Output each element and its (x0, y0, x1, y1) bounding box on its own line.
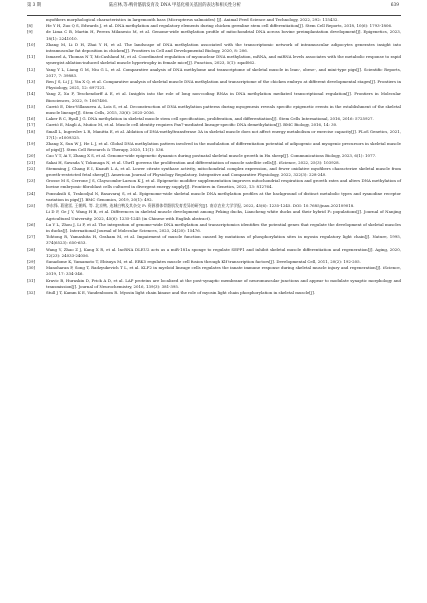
reference-text: Sakai H, Sawada Y, Tokunaga N, et al. Uhrf1 governs the proliferation and differentiation of muscle satellite cells[J]. iScience, 2022, 25(3): 103928. (46, 159, 340, 165)
reference-number: [17] (27, 122, 36, 128)
reference-text: Tohtong R, Yamashita H, Graham M, et al. Impairment of muscle function caused by mutations of phosphorylation sites in myosin regulatory light chain[J]. Nature, 1995, 374(6523): 650-653. (46, 234, 401, 246)
reference-number: [10] (27, 41, 36, 47)
reference-text: Li D F, Ge J Y, Wang H B, et al. Differences in skeletal muscle development among Peking ducks, Liancheng white ducks and their hybrid F₂ populations[J]. Journal of Nanjing Agricultural University, 2022, 45(6): 1235-1245 (in Chinese with English abstract). (46, 209, 401, 221)
reference-number: [29] (27, 258, 36, 264)
reference-number: [14] (27, 91, 36, 97)
reference-number: [32] (27, 289, 36, 295)
reference-text: de Lima C B, Martin H, Perera Milanesio M, et al. Genome-wide methylation profile of mitochondrial DNA across bovine preimplantation development[J]. Epigenetics, 2023, 18(1): 2241010. (46, 29, 401, 41)
reference-text: Ismaeel A, Thomas N T, McCashland M, et al. Coordinated regulation of myonuclear DNA methylation, mRNA, and miRNA levels associates with the metabolic response to rapid synergist ablation-induced skeletal muscle hypertrophy in female mice[J]. Function, 2023, 5(1): zqad062. (46, 54, 401, 66)
reference-item (27, 290, 401, 296)
reference-number: [13] (27, 79, 36, 85)
reference-number: [9] (27, 29, 33, 35)
reference-item (27, 141, 401, 153)
reference-number: [8] (27, 23, 33, 29)
reference-number: [22] (27, 165, 36, 171)
reference-number: [28] (27, 246, 36, 252)
reference-text: Wang Y, Zhao Z J, Kang X R, et al. lncRNA DLEU2 acts as a miR-181a sponge to regulate SEPP1 and inhibit skeletal muscle differentiation and regeneration[J]. Aging, 2020, 12(23): 24033-24056. (46, 246, 401, 258)
reference-text: Ren J S, Li J J, Yin X Q, et al. Comparative analysis of skeletal muscle DNA methylation and transcriptome of the chicken embryo at different developmental stages[J]. Frontiers in Physiology, 2021, 12: 697121. (46, 79, 401, 91)
reference-item (27, 129, 401, 141)
reference-item (27, 278, 401, 290)
reference-text: He Y H, Zuo Q S, Edwards J, et al. DNA methylation and regulatory elements during chicken germline stem cell differentiation[J]. Stem Cell Reports, 2018, 10(6): 1793-1806. (46, 23, 393, 29)
reference-number: [11] (27, 54, 36, 60)
reference-item (27, 247, 401, 259)
reference-number: [31] (27, 277, 36, 283)
reference-number: [18] (27, 128, 36, 134)
issue-number: 第 3 期 (27, 3, 42, 8)
reference-item (27, 104, 401, 116)
reference-text: Cao Y T, Ai Y, Zhang X S, et al. Genome-wide epigenetic dynamics during postnatal skeletal muscle growth in Hu sheep[J]. Communications Biology, 2023, 6(1): 1077. (46, 153, 377, 159)
reference-item (27, 91, 401, 103)
page-number: 639 (390, 3, 399, 8)
reference-number: [21] (27, 159, 36, 165)
reference-text: Grosse M S, Cerrone J S, Clayscombe-Larson K J, et al. Epigenetic modifier supplementation improves mitochondrial respiration and growth rates and alters DNA methylation of bovine embryonic fibroblast cells cultured in divergent energy supply[J]. Frontiers in Genetics, 2022, 13: 812764. (46, 178, 401, 190)
reference-number: [30] (27, 265, 36, 271)
reference-number: [20] (27, 153, 36, 159)
reference-text: Carrió E, Díez-Villanueva A, Lois S, et al. Deconstruction of DNA methylation patterns during myogenesis reveals specific epigenetic events in the establishment of the skeletal muscle lineage[J]. Stem Cells, 2015, 33(6): 2025-2036. (46, 103, 401, 116)
reference-text: Kravic B, Huraskin D, Frick A D, et al. LAP proteins are localized at the post-synaptic membrane of neuromuscular junctions and appear to modulate synaptic morphology and transmission[J]. Journal of Neurochemistry, 2016, 139(3): 381-395. (46, 277, 401, 289)
reference-text: 李东锋, 葛建雷, 王朝辉, 等. 北京鸭, 连城白鸭及其杂交 F₂ 资源群体骨骼肌发育差异的研究[J]. 南京农业大学学报, 2022, 45(6): 1235-1245. DOI: 10.7685/jnau.202109018. (46, 203, 355, 209)
running-title: 陆应林,等:鸭骨骼肌发育及 DNA 甲基化相关基因的表达和相关性分析 (109, 3, 241, 8)
reference-number: [16] (27, 116, 36, 122)
reference-number: [27] (27, 234, 36, 240)
reference-text: Zhang M, Li D H, Zhai Y H, et al. The landscape of DNA methylation associated with the transcriptomic network of intramuscular adipocytes generates insight into intramuscular fat deposition in chicken[J]. Frontiers in Cell and Developmental Biology, 2020, 8: 206. (46, 41, 401, 54)
reference-text: Laker R C, Ryall J G. DNA methylation in skeletal muscle stem cell specification, proliferation, and differentiation[J]. Stem Cells International, 2016, 2016: 5725927. (46, 116, 374, 122)
reference-item (27, 79, 401, 91)
reference-text: Zhang X, Sun W J, He L J, et al. Global DNA methylation pattern involved in the modulation of differentiation potential of adipogenic and myogenic precursors in skeletal muscle of pigs[J]. Stem Cell Research & Therapy, 2020, 11(1): 536. (46, 141, 401, 153)
reference-text: Stemming J, Chang E I, Knauft L A, et al. Lower citrate synthase activity, mitochondrial complex expression, and fewer oxidative myofibers characterize skeletal muscle from growth-restricted fetal sheep[J]. American Journal of Physiology Regulatory, Integrative and Comparative Physiology, 2022, 322(3): 228-240. (46, 165, 401, 178)
reference-text: Yang Z, Xu F, Teschendorff A E, et al. Insights into the role of long non-coding RNAs in DNA methylation mediated transcriptional regulation[J]. Frontiers in Molecular Biosciences, 2022, 9: 1067406. (46, 91, 401, 103)
reference-number: [15] (27, 103, 36, 109)
reference-text: Stull J T, Kamm K E, Vandenboom R. Myosin light chain kinase and the role of myosin light chain phosphorylation in skeletal muscle[J]. (46, 289, 316, 295)
reference-text: Sunadome K, Yamamoto T, Ebisuya M, et al. ERK5 regulates muscle cell fusion through Klf transcription factors[J]. Developmental Cell, 2011, 20(2): 192-205. (46, 258, 361, 264)
reference-item (27, 265, 401, 277)
reference-text: Lu Y L, Zhou J, Li F, et al. The integration of genome-wide DNA methylation and transcriptomics identifies the potential genes that regulate the development of skeletal muscles in ducks[J]. International Journal of Molecular Sciences, 2023, 24(20): 15476. (46, 221, 401, 233)
reference-item (27, 178, 401, 190)
reference-number: [24] (27, 190, 36, 196)
reference-item (27, 29, 401, 41)
reference-number: [12] (27, 66, 36, 72)
reference-text: Manoharan P, Song T, Radzyukevich T L, et al. KLF2 in myeloid lineage cells regulates the innate immune response during skeletal muscle injury and regeneration[J]. iScience, 2019, 17: 334-346. (46, 265, 401, 277)
reference-text: Small L, Ingerslev L R, Manitta E, et al. Ablation of DNA-methyltransferase 3A in skeletal muscle does not affect energy metabolism or exercise capacity[J]. PLoS Genetics, 2021, 17(1): e1009325. (46, 128, 401, 140)
reference-text: Carrió E, Magli A, Muñoz M, et al. Muscle cell identity requires Pax7-mediated lineage-specific DNA demethylation[J]. BMC Biology, 2016, 14: 30. (46, 122, 338, 128)
running-header (27, 0, 401, 16)
reference-item (27, 191, 401, 203)
reference-item (27, 166, 401, 178)
reference-text: Ponsuksili S, Trakooljul N, Basavaraj S, et al. Epigenome-wide skeletal muscle DNA methylation profiles at the background of distinct metabolic types and ryanodine receptor variation in pigs[J]. BMC Genomics, 2019, 20(1): 492. (46, 190, 401, 202)
reference-number: [25] (27, 203, 36, 209)
reference-text: Yang Y L, Liang G M, Niu G L, et al. Comparative analysis of DNA methylome and transcriptome of skeletal muscle in lean-, obese-, and mini-type pigs[J]. Scientific Reports, 2017, 7: 39883. (46, 66, 401, 78)
reference-item (27, 54, 401, 66)
reference-item (27, 67, 401, 79)
reference-item (27, 42, 401, 54)
reference-number: [26] (27, 221, 36, 227)
reference-item (27, 209, 401, 221)
reference-item (27, 222, 401, 234)
reference-number: [23] (27, 178, 36, 184)
reference-text: myofibers morphological characteristics in largemouth bass (Micropterus salmoides) [J]. Animal Feed Science and Technology, 2022, 292: 115432. (46, 17, 339, 22)
reference-item (27, 234, 401, 246)
reference-number: [19] (27, 141, 36, 147)
reference-list (27, 17, 401, 296)
